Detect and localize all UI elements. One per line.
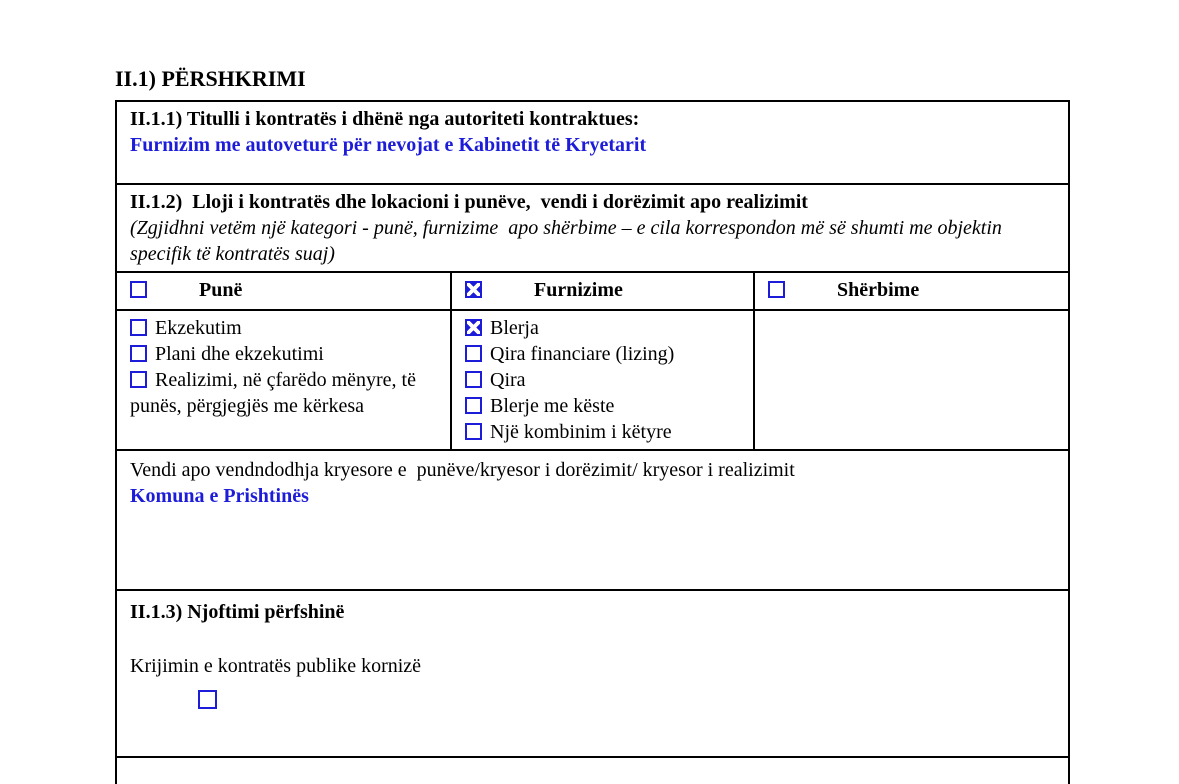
nje-kombinim-checkbox[interactable] xyxy=(465,423,482,440)
furnizime-label: Furnizime xyxy=(534,279,623,301)
furnizime-checkbox[interactable] xyxy=(465,281,482,298)
category-cell-sherbime xyxy=(754,272,1069,310)
qira-checkbox[interactable] xyxy=(465,371,482,388)
option-label: Blerje me këste xyxy=(490,395,615,417)
checkbox-option xyxy=(130,341,437,367)
sherbime-label: Shërbime xyxy=(837,279,920,301)
plani-dhe-ekzekutimi-checkbox[interactable] xyxy=(130,345,147,362)
realizimi-checkbox[interactable] xyxy=(130,371,147,388)
sub-options-row xyxy=(116,310,1069,450)
checkbox-option xyxy=(465,341,740,367)
pune-label: Punë xyxy=(199,279,243,301)
option-label: Plani dhe ekzekutimi xyxy=(155,343,324,365)
option-label: Ekzekutim xyxy=(155,317,242,339)
checkbox-option xyxy=(465,393,740,419)
furnizime-options-cell xyxy=(451,310,754,450)
notice-row xyxy=(116,590,1069,757)
category-cell-furnizime xyxy=(451,272,754,310)
checkbox-option xyxy=(465,315,740,341)
option-label: Realizimi, në çfarëdo mënyre, të punës, përgjegjës me kërkesa xyxy=(130,369,416,417)
ekzekutim-checkbox[interactable] xyxy=(130,319,147,336)
category-cell-pune xyxy=(116,272,451,310)
checkbox-option xyxy=(465,367,740,393)
pune-options-cell xyxy=(116,310,451,450)
sherbime-checkbox[interactable] xyxy=(768,281,785,298)
contract-type-label: II.1.2) Lloji i kontratës dhe lokacioni i punëve, vendi i dorëzimit apo realizimit xyxy=(130,191,808,213)
contract-title-label: II.1.1) Titulli i kontratës i dhënë nga autoriteti kontraktues: xyxy=(130,108,640,130)
option-label: Një kombinim i këtyre xyxy=(490,421,672,443)
option-label: Qira financiare (lizing) xyxy=(490,343,675,365)
blerje-me-keste-checkbox[interactable] xyxy=(465,397,482,414)
qira-financiare-checkbox[interactable] xyxy=(465,345,482,362)
sherbime-options-cell xyxy=(754,310,1069,450)
checkbox-option xyxy=(130,315,437,341)
description-form-table xyxy=(115,100,1070,784)
framework-option-label: Krijimin e kontratës publike kornizë xyxy=(130,655,422,677)
framework-agreement-checkbox[interactable] xyxy=(198,690,217,709)
option-label: Qira xyxy=(490,369,526,391)
checkbox-option xyxy=(465,419,740,445)
contract-title-value: Furnizim me autoveturë për nevojat e Kabinetit të Kryetarit xyxy=(130,134,647,156)
category-header-row xyxy=(116,272,1069,310)
location-row xyxy=(116,450,1069,590)
location-label: Vendi apo vendndodhja kryesore e punëve/kryesor i dorëzimit/ kryesor i realizimit xyxy=(130,459,795,481)
notice-label: II.1.3) Njoftimi përfshinë xyxy=(130,601,345,623)
location-value: Komuna e Prishtinës xyxy=(130,485,309,507)
empty-row xyxy=(116,757,1069,784)
contract-type-row xyxy=(116,184,1069,272)
blerja-checkbox[interactable] xyxy=(465,319,482,336)
section-title: II.1) PËRSHKRIMI xyxy=(115,66,306,91)
contract-type-hint: (Zgjidhni vetëm një kategori - punë, furnizime apo shërbime – e cila korrespondon më së shumti me objektin specifik të kontratës suaj) xyxy=(130,217,1007,265)
framework-checkbox-row xyxy=(198,687,1055,713)
checkbox-option xyxy=(130,367,437,419)
contract-title-row xyxy=(116,101,1069,184)
option-label: Blerja xyxy=(490,317,539,339)
pune-checkbox[interactable] xyxy=(130,281,147,298)
